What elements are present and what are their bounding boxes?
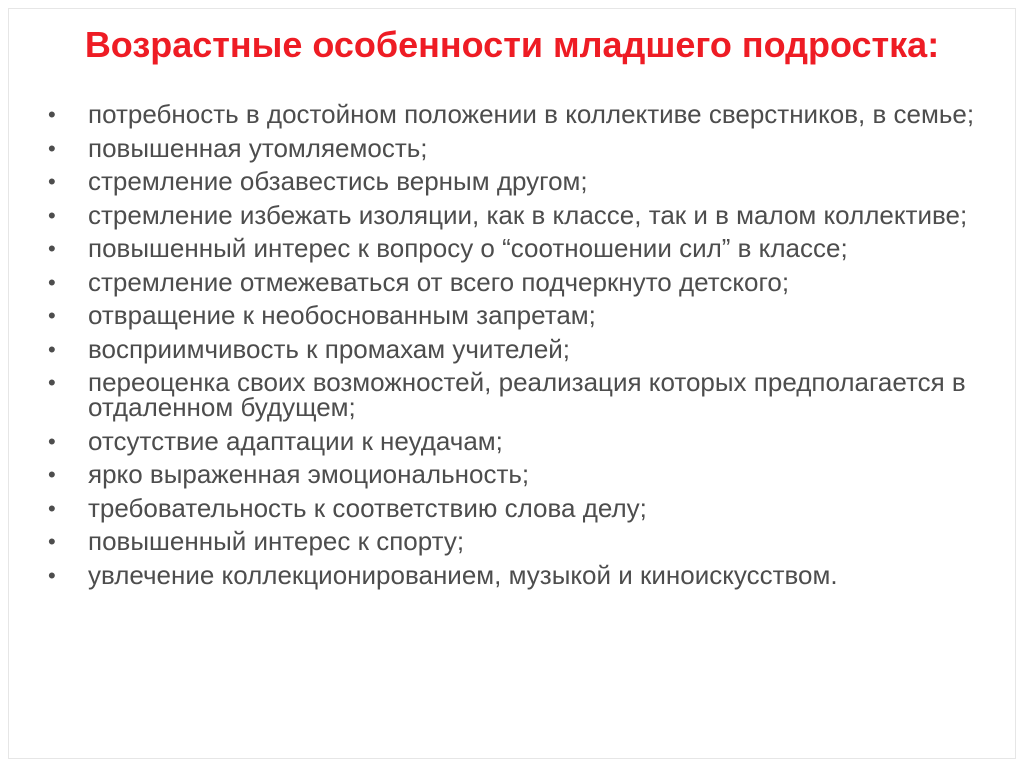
list-item — [48, 459, 988, 496]
list-item — [48, 333, 988, 371]
list-item — [48, 233, 988, 270]
list-item-text: стремление отмежеваться от всего подчеркнуто детского; — [88, 266, 790, 297]
bullet-icon: • — [48, 169, 56, 194]
bullet-icon: • — [48, 370, 56, 395]
list-item — [48, 492, 988, 530]
list-item — [48, 367, 988, 429]
bullet-icon: • — [48, 336, 56, 362]
list-item-text: увлечение коллекционированием, музыкой и киноискусством. — [88, 559, 838, 590]
bullet-icon: • — [48, 202, 56, 228]
bullet-list — [48, 99, 988, 596]
list-item-text: повышенная утомляемость; — [88, 132, 428, 163]
list-item-text: потребность в достойном положении в коллективе сверстников, в семье; — [88, 99, 975, 129]
list-item — [48, 526, 988, 563]
list-item-text: повышенный интерес к вопросу о “соотношении сил” в классе; — [88, 233, 848, 263]
list-item-text: повышенный интерес к спорту; — [88, 526, 465, 556]
list-item — [48, 99, 988, 136]
list-item — [48, 559, 988, 597]
list-item-text: требовательность к соответствию слова делу; — [88, 492, 647, 523]
list-item — [48, 199, 988, 237]
list-item-text: переоценка своих возможностей, реализация которых предполагается в отдаленном будущем; — [88, 367, 966, 422]
list-item — [48, 266, 988, 304]
list-item-text: стремление избежать изоляции, как в классе, так и в малом коллективе; — [88, 199, 968, 230]
list-item-text: ярко выраженная эмоциональность; — [88, 459, 530, 489]
bullet-icon: • — [48, 462, 56, 487]
bullet-icon: • — [48, 529, 56, 554]
bullet-icon: • — [48, 135, 56, 161]
bullet-icon: • — [48, 303, 56, 328]
list-item-text: отсутствие адаптации к неудачам; — [88, 425, 503, 456]
list-item-text: отвращение к необоснованным запретам; — [88, 300, 596, 330]
bullet-icon: • — [48, 495, 56, 521]
bullet-icon: • — [48, 269, 56, 295]
page-title: Возрастные особенности младшего подростка: — [84, 24, 940, 65]
bullet-icon: • — [48, 562, 56, 588]
list-item-text: стремление обзавестись верным другом; — [88, 166, 588, 196]
bullet-icon: • — [48, 102, 56, 127]
list-item-text: восприимчивость к промахам учителей; — [88, 333, 571, 364]
bullet-icon: • — [48, 236, 56, 261]
list-item — [48, 300, 988, 337]
list-item — [48, 425, 988, 463]
bullet-icon: • — [48, 428, 56, 454]
list-item — [48, 166, 988, 203]
list-item — [48, 132, 988, 170]
